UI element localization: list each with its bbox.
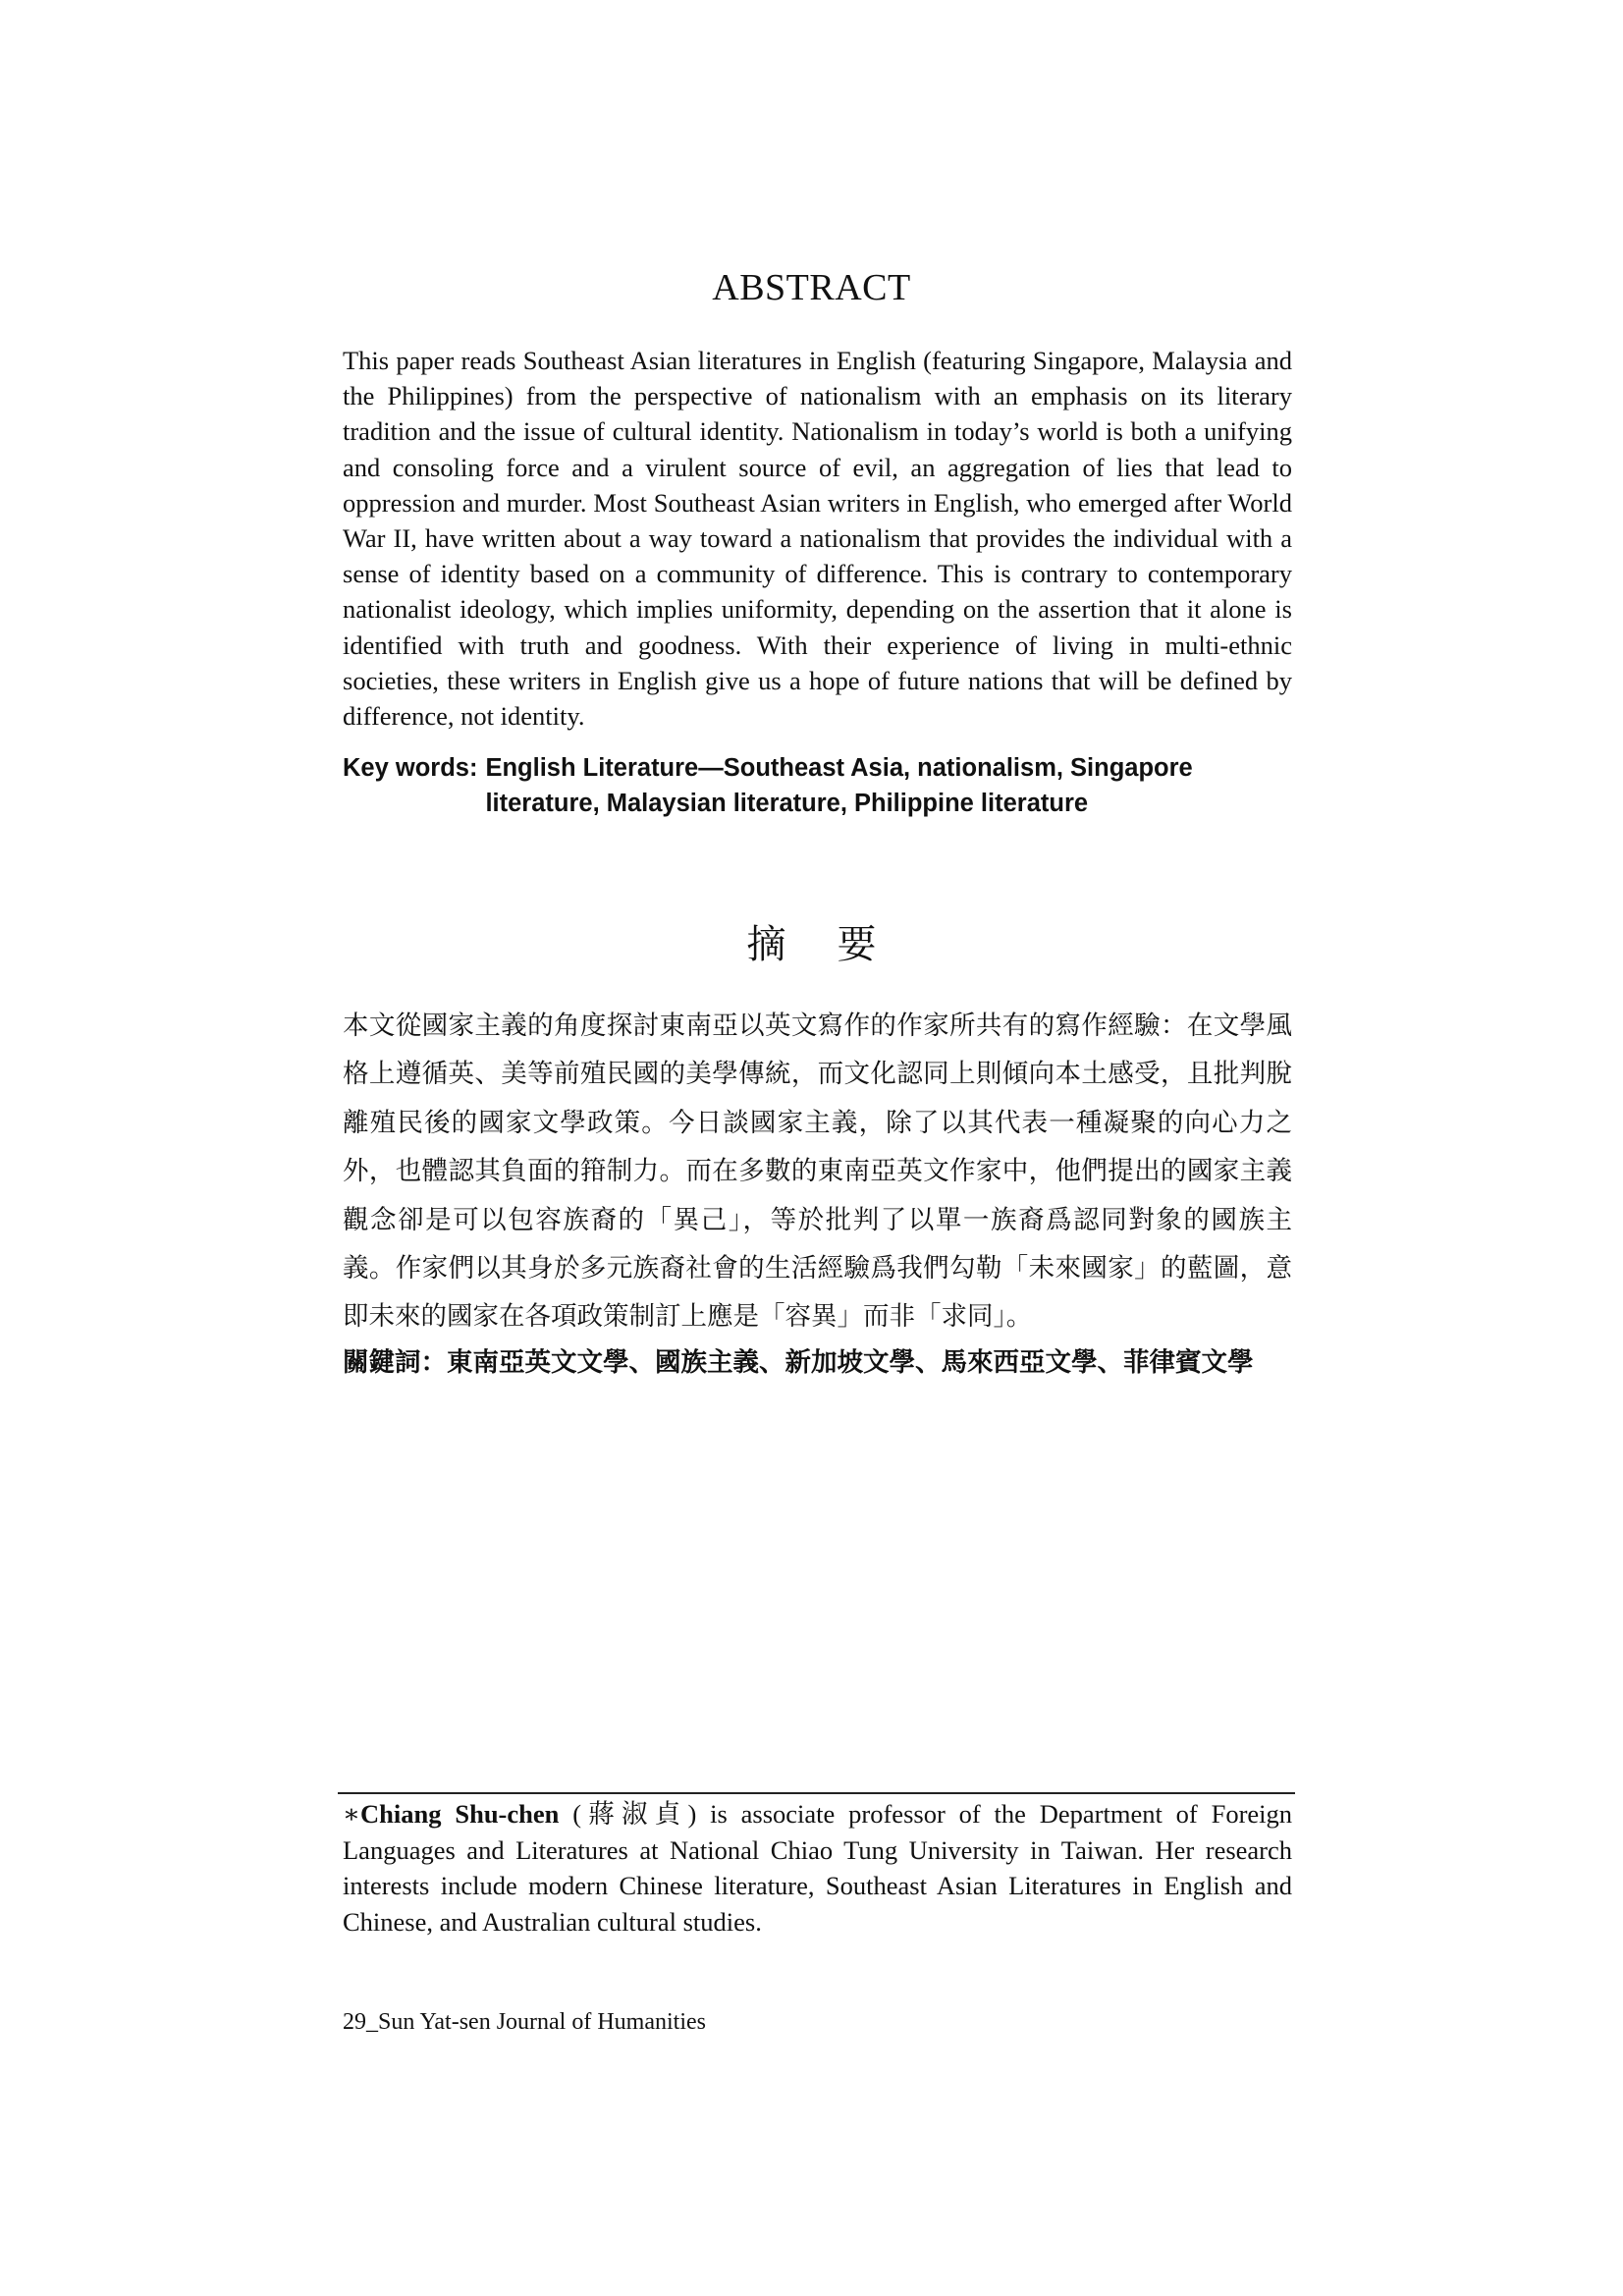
abstract-body: This paper reads Southeast Asian literatures in English (featuring Singapore, Malaysia and the Philippines) from the perspective of nationalism with an emphasis on its literary tradition and the issue of cultural identity. Nationalism in today’s world is both a unifying and consoling force and a virulent source of evil, an aggregation of lies that lead to oppression and murder. Most Southeast Asian writers in English, who emerged after World War II, have written about a way toward a nationalism that provides the individual with a sense of identity based on a community of difference. This is contrary to contemporary nationalist ideology, which implies uniformity, depending on the assertion that it alone is identified with truth and goodness. With their experience of living in multi-ethnic societies, these writers in English give us a hope of future nations that will be defined by difference, not identity.	[343, 346, 1292, 732]
abstract-heading: ABSTRACT	[712, 267, 911, 308]
page-footer: 29_Sun Yat-sen Journal of Humanities	[343, 2009, 706, 2035]
footnote-author: Chiang Shu-chen	[360, 1799, 560, 1829]
keywords-list: English Literature—Southeast Asia, nationalism, Singapore literature, Malaysian literature, Philippine literature	[485, 754, 1193, 817]
english-keywords	[343, 750, 1292, 821]
chinese-abstract-body: 本文從國家主義的角度探討東南亞以英文寫作的作家所共有的寫作經驗：在文學風格上遵循英、美等前殖民國的美學傳統，而文化認同上則傾向本土感受，且批判脫離殖民後的國家文學政策。今日談國家主義，除了以其代表一種凝聚的向心力之外，也體認其負面的箝制力。而在多數的東南亞英文作家中，他們提出的國家主義觀念卻是可以包容族裔的「異己」，等於批判了以單一族裔爲認同對象的國族主義。作家們以其身於多元族裔社會的生活經驗爲我們勾勒「未來國家」的藍圖，意即未來的國家在各項政策制訂上應是「容異」而非「求同」。	[343, 1011, 1292, 1333]
chinese-abstract-heading: 摘要	[746, 922, 928, 967]
footnote-author-chinese: (蔣淑貞)	[572, 1799, 697, 1829]
footnote-marker: ∗	[343, 1799, 361, 1829]
footnote-text: is associate professor of the Department of Foreign Languages and Literatures at National Chiao Tung University in Taiwan. Her research interests include modern Chinese literature, Southeast Asian Literatures in English and Chinese, and Australian cultural studies.	[343, 1799, 1293, 1937]
footnote-divider	[338, 1792, 1295, 1794]
author-footnote	[343, 1796, 1292, 1940]
chinese-keywords: 關鍵詞：東南亞英文文學、國族主義、新加坡文學、馬來西亞文學、菲律賓文學	[343, 1347, 1254, 1378]
keywords-label: Key words:	[343, 754, 478, 782]
